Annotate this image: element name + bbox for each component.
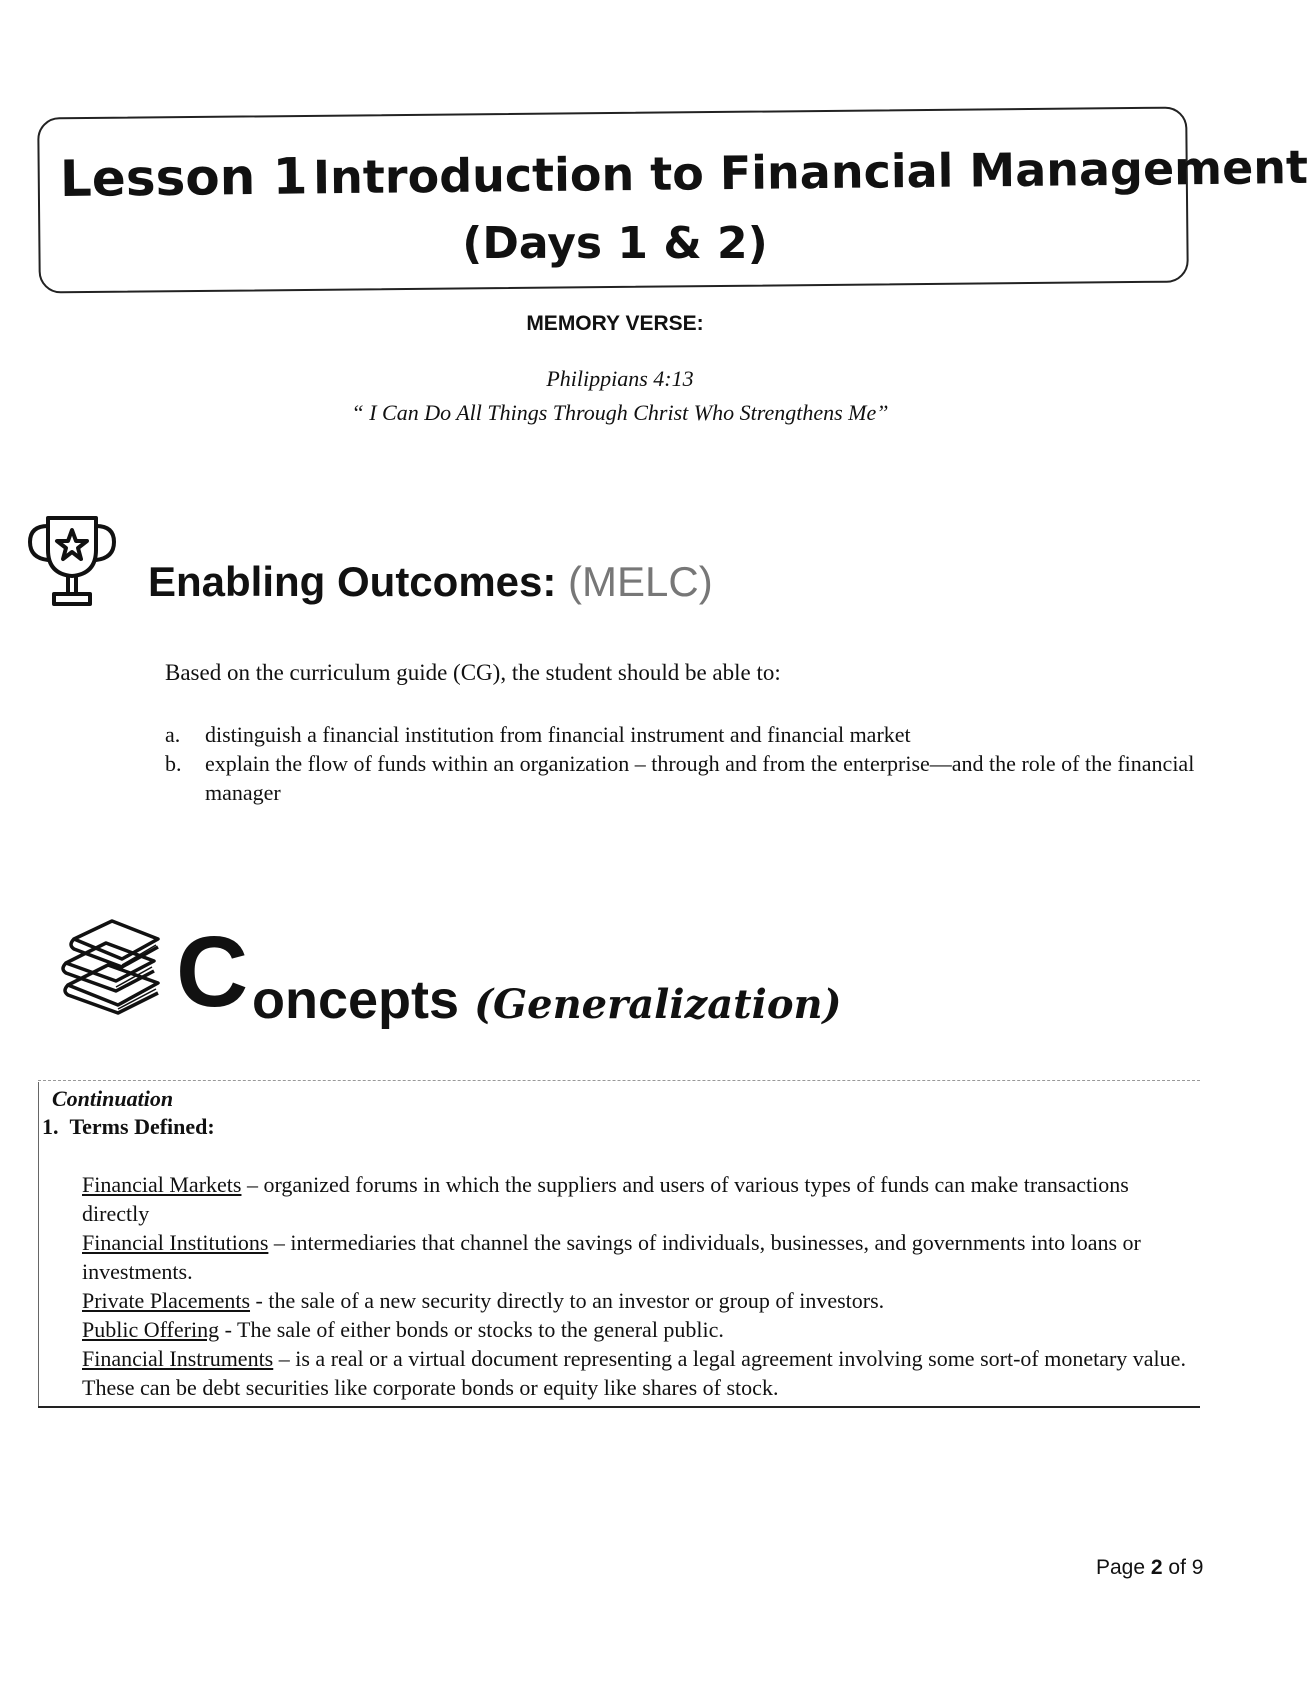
divider [38, 1080, 1200, 1081]
concepts-subtitle: (Generalization) [474, 981, 842, 1028]
list-item-text: explain the flow of funds within an organization – through and from the enterprise—and the role of the financial manager [205, 751, 1195, 805]
melc-tag: (MELC) [568, 558, 713, 605]
term-name: Financial Institutions [82, 1230, 269, 1255]
enabling-outcomes-heading [148, 558, 713, 606]
term-name: Financial Markets [82, 1172, 242, 1197]
term-text: - the sale of a new security directly to an investor or group of investors. [250, 1288, 885, 1313]
term-definition [82, 1170, 1200, 1228]
concepts-title: oncepts [252, 970, 460, 1030]
lesson-topic: Introduction to Financial Management [312, 139, 1308, 205]
terms-list [82, 1170, 1200, 1402]
divider [38, 1082, 39, 1408]
divider [38, 1406, 1200, 1408]
term-name: Financial Instruments [82, 1346, 274, 1371]
lesson-days: (Days 1 & 2) [462, 218, 768, 269]
memory-verse-text: “ I Can Do All Things Through Christ Who Strengthens Me” [351, 400, 889, 425]
continuation-label: Continuation [52, 1086, 174, 1111]
term-text: - The sale of either bonds or stocks to the general public. [219, 1317, 724, 1342]
lesson-title [59, 138, 1308, 208]
list-marker: a. [165, 722, 181, 747]
list-marker: b. [165, 751, 182, 776]
concepts-initial: C [176, 916, 249, 1028]
terms-number: 1. [42, 1114, 59, 1139]
list-item [165, 749, 1200, 807]
term-definition [82, 1315, 1200, 1344]
term-text: – organized forums in which the suppliers and users of various types of funds can make transactions directly [82, 1172, 1129, 1226]
enabling-outcomes-title: Enabling Outcomes: [148, 558, 557, 605]
trophy-star-icon [24, 510, 120, 614]
page-current: 2 [1150, 1556, 1163, 1579]
term-definition [82, 1286, 1200, 1315]
concepts-heading [252, 970, 842, 1035]
books-stack-icon [60, 915, 162, 1015]
page-total: 9 [1191, 1556, 1204, 1579]
terms-heading [42, 1114, 215, 1140]
page-number [1096, 1556, 1203, 1580]
lesson-number: Lesson 1 [59, 147, 308, 208]
memory-verse-reference: Philippians 4:13 [546, 366, 694, 391]
term-definition [82, 1344, 1200, 1402]
term-definition [82, 1228, 1200, 1286]
list-item [165, 720, 1200, 749]
term-name: Private Placements [82, 1288, 251, 1313]
page-of-label: of [1168, 1556, 1186, 1579]
term-text: – intermediaries that channel the savings of individuals, businesses, and governments into loans or investments. [82, 1230, 1141, 1284]
list-item-text: distinguish a financial institution from financial instrument and financial market [205, 722, 911, 747]
enabling-outcomes-intro: Based on the curriculum guide (CG), the student should be able to: [165, 660, 781, 685]
term-text: – is a real or a virtual document representing a legal agreement involving some sort-of monetary value. These can be debt securities like corporate bonds or equity like shares of stock. [82, 1346, 1186, 1400]
memory-verse-label: MEMORY VERSE: [526, 312, 704, 335]
terms-title: Terms Defined: [69, 1114, 215, 1139]
term-name: Public Offering [82, 1317, 220, 1342]
page-label: Page [1096, 1556, 1146, 1579]
enabling-outcomes-list [165, 720, 1200, 807]
